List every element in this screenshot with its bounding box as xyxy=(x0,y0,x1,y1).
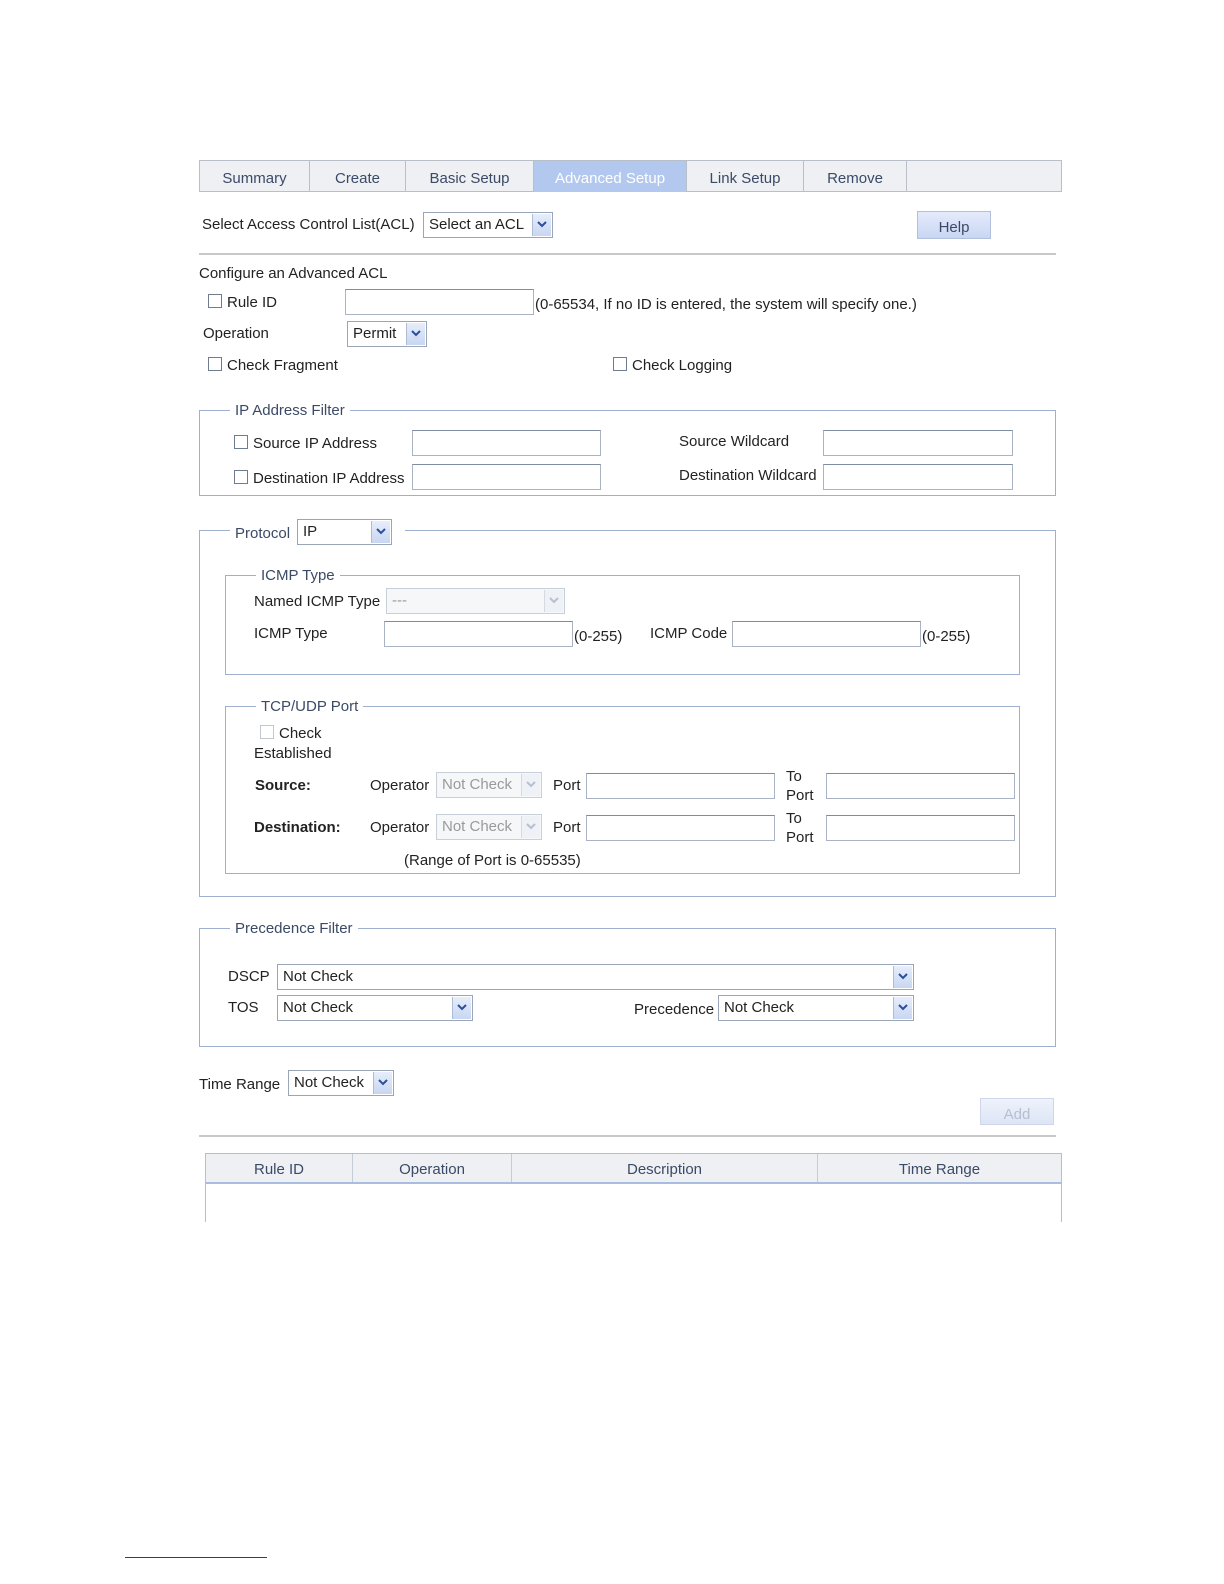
tab-summary[interactable]: Summary xyxy=(200,161,310,192)
column-operation[interactable]: Operation xyxy=(353,1154,512,1182)
precedence-select[interactable] xyxy=(718,995,914,1021)
chevron-down-icon xyxy=(452,997,471,1019)
acl-select[interactable] xyxy=(423,212,553,238)
time-range-label: Time Range xyxy=(199,1076,281,1093)
chevron-down-icon xyxy=(406,323,425,345)
dest-port-input[interactable] xyxy=(586,815,775,841)
tcp-udp-legend: TCP/UDP Port xyxy=(256,698,363,716)
dest-wildcard-label: Destination Wildcard xyxy=(679,467,817,484)
tab-bar xyxy=(199,160,1062,192)
divider xyxy=(199,253,1056,255)
column-rule-id[interactable]: Rule ID xyxy=(206,1154,353,1182)
chevron-down-icon xyxy=(893,966,912,988)
source-to-port-input[interactable] xyxy=(826,773,1015,799)
tab-remove[interactable]: Remove xyxy=(804,161,907,192)
named-icmp-type-select[interactable] xyxy=(386,588,565,614)
protocol-select[interactable] xyxy=(297,519,392,545)
add-button[interactable]: Add xyxy=(980,1098,1054,1125)
time-range-select[interactable] xyxy=(288,1070,394,1096)
named-icmp-type-label: Named ICMP Type xyxy=(254,593,381,610)
icmp-type-input[interactable] xyxy=(384,621,573,647)
dest-operator-label: Operator xyxy=(370,819,430,836)
operation-label: Operation xyxy=(203,325,269,342)
source-operator-select[interactable] xyxy=(436,772,542,798)
protocol-value: IP xyxy=(303,523,318,540)
tab-basic-setup[interactable]: Basic Setup xyxy=(406,161,534,192)
icmp-code-label: ICMP Code xyxy=(650,625,728,642)
established-label: Established xyxy=(254,745,332,762)
ip-filter-legend: IP Address Filter xyxy=(230,402,350,420)
divider xyxy=(199,1135,1056,1137)
footnote-rule xyxy=(125,1557,267,1558)
source-ip-label: Source IP Address xyxy=(253,435,377,452)
tab-link-setup[interactable]: Link Setup xyxy=(687,161,804,192)
dest-to-port-label: Port xyxy=(786,829,814,846)
icmp-legend: ICMP Type xyxy=(256,567,340,585)
operation-value: Permit xyxy=(353,325,397,342)
precedence-value: Not Check xyxy=(724,999,795,1016)
dscp-value: Not Check xyxy=(283,968,354,985)
dscp-select[interactable] xyxy=(277,964,914,990)
time-range-value: Not Check xyxy=(294,1074,365,1091)
protocol-label: Protocol xyxy=(235,525,291,542)
tos-value: Not Check xyxy=(283,999,354,1016)
check-established-checkbox[interactable] xyxy=(260,725,274,739)
port-range-note: (Range of Port is 0-65535) xyxy=(404,852,581,869)
source-wildcard-input[interactable] xyxy=(823,430,1013,456)
source-port-input[interactable] xyxy=(586,773,775,799)
chevron-down-icon xyxy=(532,214,551,236)
check-fragment-checkbox[interactable] xyxy=(208,357,222,371)
rule-id-checkbox[interactable] xyxy=(208,294,222,308)
rules-table-body xyxy=(205,1182,1062,1222)
column-description[interactable]: Description xyxy=(512,1154,818,1182)
dest-port-label-text: Port xyxy=(553,819,581,836)
named-icmp-type-value: --- xyxy=(392,592,407,609)
source-ip-checkbox[interactable] xyxy=(234,435,248,449)
tab-advanced-setup[interactable]: Advanced Setup xyxy=(534,161,687,192)
source-to-port-label: Port xyxy=(786,787,814,804)
check-logging-label: Check Logging xyxy=(632,357,733,374)
source-ip-input[interactable] xyxy=(412,430,601,456)
source-operator-value: Not Check xyxy=(442,776,513,793)
rule-id-hint: (0-65534, If no ID is entered, the system will specify one.) xyxy=(535,296,917,313)
chevron-down-icon xyxy=(373,1072,392,1094)
config-heading: Configure an Advanced ACL xyxy=(199,265,388,282)
rules-table-header xyxy=(205,1153,1062,1183)
rule-id-label: Rule ID xyxy=(227,294,278,311)
dest-operator-select[interactable] xyxy=(436,814,542,840)
operation-select[interactable] xyxy=(347,321,427,347)
rule-id-input[interactable] xyxy=(345,289,534,315)
dest-wildcard-input[interactable] xyxy=(823,464,1013,490)
chevron-down-icon xyxy=(371,521,390,543)
source-wildcard-label: Source Wildcard xyxy=(679,433,790,450)
icmp-type-label: ICMP Type xyxy=(254,625,328,642)
check-logging-checkbox[interactable] xyxy=(613,357,627,371)
icmp-code-input[interactable] xyxy=(732,621,921,647)
destination-port-label: Destination: xyxy=(254,819,341,836)
help-button[interactable]: Help xyxy=(917,211,991,239)
icmp-type-range: (0-255) xyxy=(574,628,623,645)
source-to-label: To xyxy=(786,768,802,785)
source-port-label: Source: xyxy=(255,777,311,794)
dest-ip-label: Destination IP Address xyxy=(253,470,405,487)
dest-to-port-input[interactable] xyxy=(826,815,1015,841)
dest-ip-checkbox[interactable] xyxy=(234,470,248,484)
acl-select-label: Select Access Control List(ACL) xyxy=(202,216,415,233)
chevron-down-icon xyxy=(521,816,540,838)
chevron-down-icon xyxy=(544,590,563,612)
check-label: Check xyxy=(279,725,322,742)
tab-create[interactable]: Create xyxy=(310,161,406,192)
precedence-label: Precedence xyxy=(634,1001,715,1018)
tos-label: TOS xyxy=(228,999,259,1016)
dest-operator-value: Not Check xyxy=(442,818,513,835)
precedence-legend: Precedence Filter xyxy=(230,920,358,938)
source-port-label-text: Port xyxy=(553,777,581,794)
chevron-down-icon xyxy=(521,774,540,796)
tos-select[interactable] xyxy=(277,995,473,1021)
check-fragment-label: Check Fragment xyxy=(227,357,338,374)
acl-select-value: Select an ACL xyxy=(429,216,525,233)
source-operator-label: Operator xyxy=(370,777,430,794)
dest-to-label: To xyxy=(786,810,802,827)
dscp-label: DSCP xyxy=(228,968,270,985)
dest-ip-input[interactable] xyxy=(412,464,601,490)
icmp-code-range: (0-255) xyxy=(922,628,971,645)
column-time-range[interactable]: Time Range xyxy=(898,1161,981,1178)
chevron-down-icon xyxy=(893,997,912,1019)
